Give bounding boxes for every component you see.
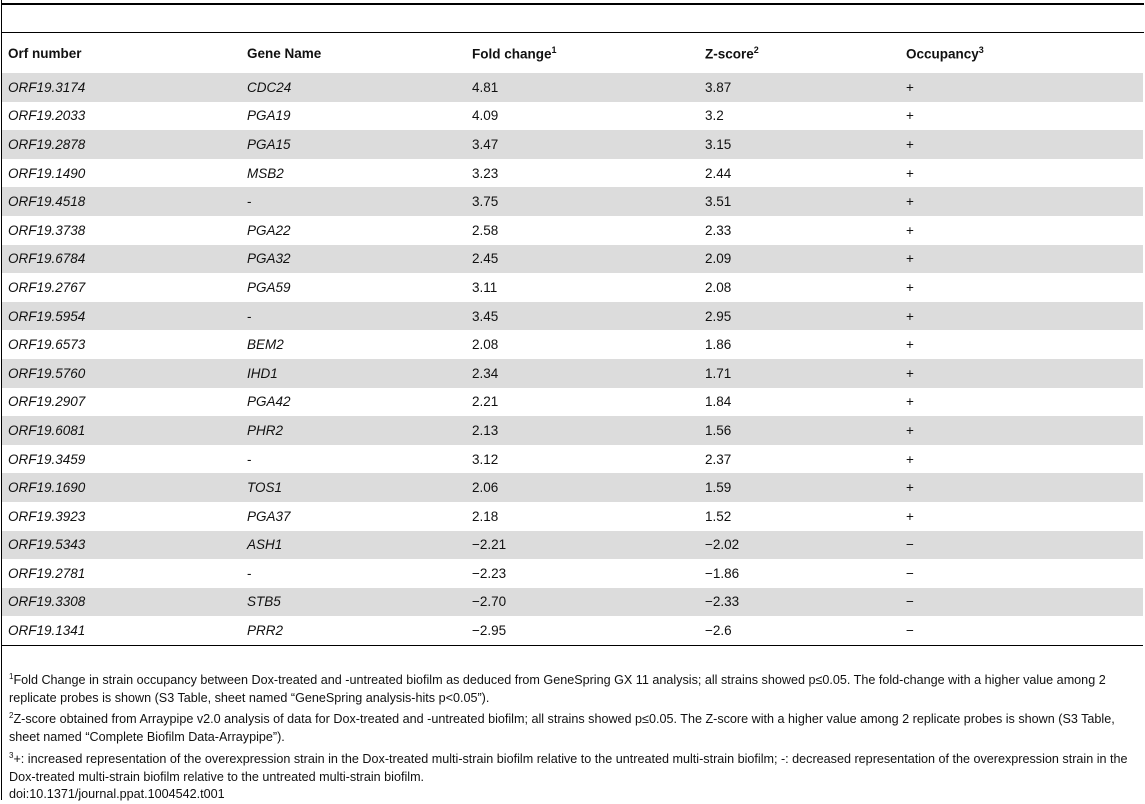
occupancy-cell: + (906, 222, 914, 238)
fold-change-cell: 3.47 (472, 136, 499, 152)
table-row (2, 445, 1143, 474)
occupancy-cell: + (906, 165, 914, 181)
fold-change-cell: 2.08 (472, 337, 499, 353)
footnote-3: $^3$+: increased representation of the overexpression strain in the Dox-treated multi-strain biofilm relative to the untreated multi-strain biofilm; -: decreased representation of the overexpression strain in the Dox-treated multi-strain biofilm relative to the untreated multi-strain biofilm. (9, 750, 1128, 784)
occupancy-cell: − (906, 565, 914, 581)
orf-cell: ORF19.3174 (8, 79, 86, 95)
occupancy-cell: − (906, 537, 914, 553)
occupancy-cell: + (906, 194, 914, 210)
table-row (2, 416, 1143, 445)
table-row (2, 330, 1143, 359)
orf-cell: ORF19.2878 (8, 136, 86, 152)
fold-change-cell: 4.81 (472, 79, 499, 95)
occupancy-cell: + (906, 394, 914, 410)
gene-name-cell: PGA19 (247, 108, 291, 124)
table-row (2, 502, 1143, 531)
occupancy-cell: − (900, 616, 1143, 645)
fold-change-cell: −2.21 (472, 537, 507, 553)
table-row (2, 73, 1143, 102)
orf-cell: ORF19.5954 (8, 308, 86, 324)
footnotes (9, 668, 1142, 804)
occupancy-cell: + (906, 108, 914, 124)
orf-cell: ORF19.3308 (8, 594, 86, 610)
doi-line: doi:10.1371/journal.ppat.1004542.t001 (9, 787, 225, 802)
gene-name-cell: - (247, 451, 252, 467)
occupancy-cell: + (906, 136, 914, 152)
occupancy-cell: + (906, 508, 914, 524)
occupancy-cell: + (906, 79, 914, 95)
fold-change-cell: 2.45 (472, 251, 499, 267)
gene-name-cell: BEM2 (247, 337, 284, 353)
orf-cell: ORF19.2033 (8, 108, 86, 124)
orf-cell: ORF19.1690 (8, 480, 86, 496)
gene-name-cell: STB5 (247, 594, 281, 610)
z-score-cell: −2.6 (699, 616, 900, 645)
occupancy-cell: − (906, 594, 914, 610)
fold-change-cell: 2.06 (472, 480, 499, 496)
fold-change-cell: 3.11 (472, 279, 498, 295)
z-score-cell: −2.02 (705, 537, 740, 553)
orf-cell: ORF19.3923 (8, 508, 86, 524)
z-score-cell: 2.44 (705, 165, 732, 181)
orf-cell: ORF19.1490 (8, 165, 86, 181)
table-row (2, 130, 1143, 159)
fold-change-cell: −2.70 (472, 594, 507, 610)
orf-cell: ORF19.4518 (8, 194, 86, 210)
occupancy-cell: + (906, 480, 914, 496)
header-z-score: Z-score$^2$ (705, 44, 759, 62)
gene-name-cell: PGA22 (247, 222, 291, 238)
orf-cell: ORF19.6081 (8, 422, 86, 438)
table-row (2, 187, 1143, 216)
z-score-cell: 1.56 (705, 422, 732, 438)
top-rule (1, 3, 1144, 5)
orf-cell: ORF19.6784 (8, 251, 86, 267)
gene-name-cell: MSB2 (247, 165, 284, 181)
header-fold-change: Fold change$^1$ (472, 44, 557, 62)
z-score-cell: 1.71 (705, 365, 732, 381)
orf-cell: ORF19.6573 (8, 337, 86, 353)
occupancy-cell: + (906, 422, 914, 438)
orf-cell: ORF19.2781 (8, 565, 86, 581)
footnote-1: $^1$Fold Change in strain occupancy between Dox-treated and -untreated biofilm as deduced from GeneSpring GX 11 analysis; all strains showed p≤0.05. The fold-change with a higher value among 2 replicate probes is shown (S3 Table, sheet named “GeneSpring analysis-hits p<0.05”). (9, 672, 1106, 705)
z-score-cell: 3.87 (705, 79, 732, 95)
z-score-cell: 1.52 (705, 508, 732, 524)
occupancy-cell: + (906, 279, 914, 295)
fold-change-cell: 3.45 (472, 308, 499, 324)
z-score-cell: −1.86 (705, 565, 740, 581)
gene-name-cell: IHD1 (247, 365, 278, 381)
gene-name-cell: - (247, 565, 252, 581)
data-table (2, 33, 1143, 646)
gene-name-cell: PGA37 (247, 508, 291, 524)
z-score-cell: 3.51 (705, 194, 732, 210)
table-row (2, 388, 1143, 417)
fold-change-cell: 2.58 (472, 222, 499, 238)
fold-change-cell: 3.75 (472, 194, 499, 210)
z-score-cell: 2.37 (705, 451, 732, 467)
gene-name-cell: - (247, 308, 252, 324)
table-row (2, 616, 1143, 645)
gene-name-cell: PGA32 (247, 251, 291, 267)
table-row (2, 102, 1143, 131)
fold-change-cell: 2.21 (472, 394, 499, 410)
orf-cell: ORF19.5760 (8, 365, 86, 381)
gene-name-cell: PHR2 (247, 422, 284, 438)
orf-cell: ORF19.1341 (2, 616, 241, 645)
fold-change-cell: 2.13 (472, 422, 499, 438)
header-occupancy: Occupancy$^3$ (906, 44, 984, 62)
fold-change-cell: 3.12 (472, 451, 499, 467)
table-row (2, 302, 1143, 331)
header-gene: Gene Name (247, 45, 322, 61)
z-score-cell: 3.15 (705, 136, 732, 152)
occupancy-cell: + (906, 251, 914, 267)
table-row (2, 216, 1143, 245)
occupancy-cell: + (906, 365, 914, 381)
gene-name-cell: - (247, 194, 252, 210)
table-row (2, 473, 1143, 502)
occupancy-cell: + (906, 451, 914, 467)
z-score-cell: 2.95 (705, 308, 732, 324)
gene-name-cell: ASH1 (247, 537, 283, 553)
fold-change-cell: 2.34 (472, 365, 499, 381)
fold-change-cell: 2.18 (472, 508, 499, 524)
gene-name-cell: TOS1 (247, 480, 283, 496)
orf-cell: ORF19.3738 (8, 222, 86, 238)
z-score-cell: 2.33 (705, 222, 732, 238)
table-row (2, 588, 1143, 617)
occupancy-cell: + (906, 337, 914, 353)
gene-name-cell: PGA15 (247, 136, 291, 152)
table-row (2, 273, 1143, 302)
occupancy-cell: + (906, 308, 914, 324)
z-score-cell: −2.33 (705, 594, 740, 610)
gene-name-cell: CDC24 (247, 79, 292, 95)
z-score-cell: 2.09 (705, 251, 732, 267)
fold-change-cell: −2.23 (472, 565, 507, 581)
z-score-cell: 3.2 (705, 108, 724, 124)
gene-name-cell: PGA59 (247, 279, 291, 295)
table-row (2, 159, 1143, 188)
footnote-2: $^2$Z-score obtained from Arraypipe v2.0 analysis of data for Dox-treated and -untreated biofilm; all strains showed p≤0.05. The Z-score with a higher value among 2 replicate probes is shown (S3 Table, sheet named “Complete Biofilm Data-Arraypipe”). (9, 711, 1115, 745)
orf-cell: ORF19.2907 (8, 394, 86, 410)
gene-name-cell: PRR2 (241, 616, 466, 645)
table-row (2, 359, 1143, 388)
fold-change-cell: −2.95 (466, 616, 699, 645)
z-score-cell: 1.86 (705, 337, 732, 353)
table-row (2, 245, 1143, 274)
z-score-cell: 2.08 (705, 279, 732, 295)
table-row (2, 531, 1143, 560)
header-row (2, 33, 1143, 73)
z-score-cell: 1.84 (705, 394, 732, 410)
gene-name-cell: PGA42 (247, 394, 291, 410)
orf-cell: ORF19.2767 (8, 279, 86, 295)
orf-cell: ORF19.3459 (8, 451, 86, 467)
header-orf: Orf number (8, 45, 82, 61)
fold-change-cell: 3.23 (472, 165, 499, 181)
orf-cell: ORF19.5343 (8, 537, 86, 553)
table-body (2, 73, 1143, 645)
z-score-cell: 1.59 (705, 480, 732, 496)
fold-change-cell: 4.09 (472, 108, 499, 124)
table-row (2, 559, 1143, 588)
